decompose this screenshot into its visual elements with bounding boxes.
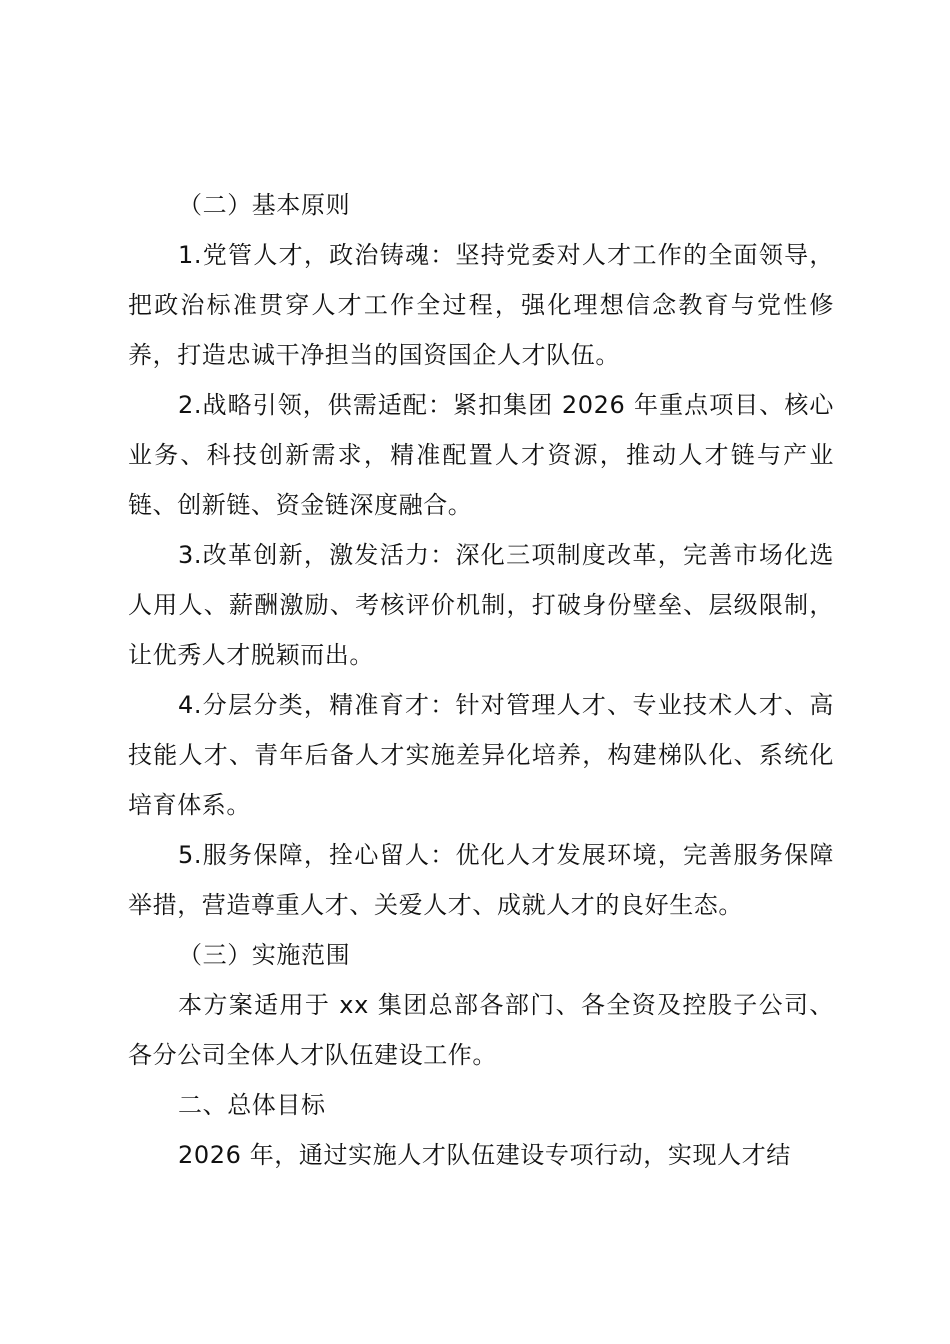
section-heading-overall-goal: 二、总体目标: [178, 1091, 326, 1119]
principle-item-1: 1.党管人才，政治铸魂：坚持党委对人才工作的全面领导，把政治标准贯穿人才工作全过程，强化理想信念教育与党性修养，打造忠诚干净担当的国资国企人才队伍。: [128, 241, 834, 369]
section-heading-scope: （三）实施范围: [178, 941, 351, 969]
principle-item-3: 3.改革创新，激发活力：深化三项制度改革，完善市场化选人用人、薪酬激励、考核评价机制，打破身份壁垒、层级限制，让优秀人才脱颖而出。: [128, 541, 834, 669]
principle-item-4: 4.分层分类，精准育才：针对管理人才、专业技术人才、高技能人才、青年后备人才实施差异化培养，构建梯队化、系统化培育体系。: [128, 691, 834, 819]
principle-item-2: 2.战略引领，供需适配：紧扣集团 2026 年重点项目、核心业务、科技创新需求，精准配置人才资源，推动人才链与产业链、创新链、资金链深度融合。: [128, 391, 834, 519]
section-heading-basic-principles: （二）基本原则: [178, 191, 351, 219]
principle-item-5: 5.服务保障，拴心留人：优化人才发展环境，完善服务保障举措，营造尊重人才、关爱人才、成就人才的良好生态。: [128, 841, 834, 919]
document-page: [128, 180, 834, 1180]
overall-goal-paragraph: 2026 年，通过实施人才队伍建设专项行动，实现人才结: [178, 1141, 791, 1169]
scope-paragraph: 本方案适用于 xx 集团总部各部门、各全资及控股子公司、各分公司全体人才队伍建设工作。: [128, 991, 834, 1069]
